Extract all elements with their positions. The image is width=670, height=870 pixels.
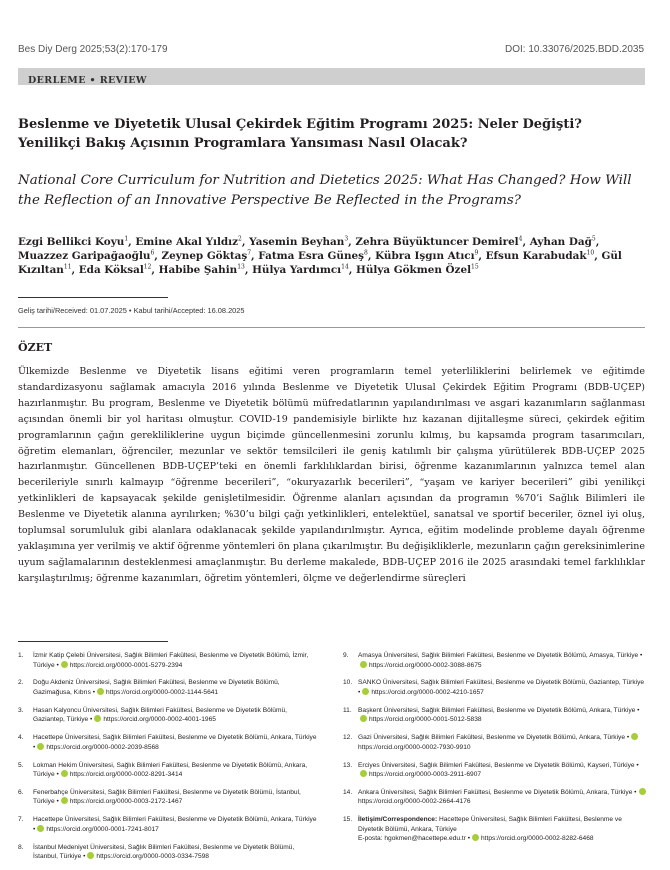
footnote-number: 8. <box>18 843 24 851</box>
affiliation-text: İzmir Katip Çelebi Üniversitesi, Sağlık Bilimleri Fakültesi, Beslenme ve Diyetetik Bölümü, İzmir, Türkiye • <box>33 652 309 669</box>
orcid-icon <box>631 733 638 740</box>
journal-citation: Bes Diy Derg 2025;53(2):170-179 <box>18 44 168 55</box>
author-affiliation-number: 15 <box>471 263 479 271</box>
footnote-number: 5. <box>18 761 24 769</box>
affiliations-left-column <box>18 651 318 870</box>
author-name: Zehra Büyüktuncer Demirel <box>355 236 519 248</box>
affiliation-footnote <box>18 815 318 834</box>
orcid-link[interactable]: https://orcid.org/0000-0003-0334-7598 <box>96 853 209 861</box>
affiliation-text: Hacettepe Üniversitesi, Sağlık Bilimleri Fakültesi, Beslenme ve Diyetetik Bölümü, Ankara, Türkiye • <box>33 816 317 833</box>
author-name: Emine Akal Yıldız <box>135 236 239 248</box>
orcid-link[interactable]: https://orcid.org/0000-0002-8291-3414 <box>69 771 183 779</box>
correspondence-email[interactable]: E-posta: hgokmen@hacettepe.edu.tr • <box>358 835 471 843</box>
author-affiliation-number: 8 <box>364 249 368 257</box>
orcid-link[interactable]: https://orcid.org/0000-0002-4001-1965 <box>103 716 216 724</box>
orcid-icon <box>472 834 479 841</box>
author-name: Ayhan Dağ <box>529 236 592 248</box>
divider <box>18 297 168 298</box>
article-type-label: DERLEME • REVIEW <box>28 75 147 86</box>
footnote-number: 6. <box>18 788 24 796</box>
author-name: Muazzez Garipağaoğlu <box>18 250 151 262</box>
affiliation-text: Gazi Üniversitesi, Sağlık Bilimleri Fakültesi, Beslenme ve Diyetetik Bölümü, Ankara, Türkiye • <box>358 734 630 742</box>
orcid-icon <box>97 688 104 695</box>
affiliation-text: Fenerbahçe Üniversitesi, Sağlık Bilimleri Fakültesi, Beslenme ve Diyetetik Bölümü, İstanbul, Türkiye • <box>33 788 301 806</box>
footnote-number: 3. <box>18 706 24 714</box>
footnote-number: 14. <box>343 788 353 796</box>
divider <box>18 327 645 328</box>
orcid-link[interactable]: https://orcid.org/0000-0001-7241-8017 <box>46 825 159 833</box>
footnote-number: 11. <box>343 706 352 714</box>
author-name: Ezgi Bellikci Koyu <box>18 236 125 248</box>
orcid-link[interactable]: https://orcid.org/0000-0002-3088-8675 <box>369 661 482 669</box>
footnote-number: 4. <box>18 734 24 742</box>
title-english: National Core Curriculum for Nutrition and Dietetics 2025: What Has Changed? How Will the Reflection of an Innovative Perspective Be Reflected in the Programs? <box>18 173 632 208</box>
author-name: Habibe Şahin <box>158 264 238 276</box>
author-name: Fatma Esra Güneş <box>258 250 365 262</box>
affiliation-footnote <box>343 761 648 780</box>
orcid-link[interactable]: https://orcid.org/0000-0003-2911-6907 <box>369 771 482 779</box>
orcid-icon <box>94 715 101 722</box>
affiliation-footnote <box>18 843 318 862</box>
author-affiliation-number: 6 <box>150 249 155 257</box>
orcid-icon <box>360 661 367 668</box>
affiliation-text: Doğu Akdeniz Üniversitesi, Sağlık Bilimleri Fakültesi, Beslenme ve Diyetetik Bölümü, Gazimağusa, Kıbrıs • <box>33 679 280 696</box>
author-name: Hülya Gökmen Özel <box>356 264 472 276</box>
affiliation-footnote <box>343 651 648 670</box>
orcid-link[interactable]: https://orcid.org/0000-0003-2172-1467 <box>69 798 183 806</box>
author-name: Zeynep Göktaş <box>161 250 248 262</box>
orcid-link[interactable]: https://orcid.org/0000-0002-7930-9910 <box>358 743 471 751</box>
author-name: Kübra Işgın Atıcı <box>375 250 475 262</box>
orcid-icon <box>37 825 44 832</box>
affiliation-text: Hacettepe Üniversitesi, Sağlık Bilimleri Fakültesi, Beslenme ve Diyetetik Bölümü, Ankara, Türkiye <box>358 816 622 833</box>
author-name: Eda Köksal <box>78 264 144 276</box>
footnote-number: 7. <box>18 816 24 824</box>
orcid-link[interactable]: https://orcid.org/0000-0002-8282-6468 <box>481 835 594 843</box>
author-affiliation-number: 14 <box>341 263 349 271</box>
orcid-icon <box>61 661 68 668</box>
affiliation-footnote <box>18 761 318 780</box>
orcid-link[interactable]: https://orcid.org/0000-0002-4210-1657 <box>371 688 484 696</box>
affiliation-footnote <box>18 706 318 725</box>
affiliation-text: Ankara Üniversitesi, Sağlık Bilimleri Fakültesi, Beslenme ve Diyetetik Bölümü, Ankara, Türkiye • <box>358 788 637 796</box>
footnote-number: 9. <box>343 652 349 659</box>
orcid-icon <box>362 688 369 695</box>
footnote-number: 1. <box>18 652 24 659</box>
affiliation-text: Amasya Üniversitesi, Sağlık Bilimleri Fakültesi, Beslenme ve Diyetetik Bölümü, Amasya, Türkiye • <box>358 652 643 659</box>
affiliation-footnote <box>343 706 648 725</box>
affiliation-text: SANKO Üniversitesi, Sağlık Bilimleri Fakültesi, Beslenme ve Diyetetik Bölümü, Gaziantep, Türkiye • <box>358 679 645 696</box>
affiliation-footnote <box>18 733 318 752</box>
affiliation-text: Erciyes Üniversitesi, Sağlık Bilimleri Fakültesi, Beslenme ve Diyetetik Bölümü, Kayseri, Türkiye • <box>358 761 639 769</box>
affiliation-footnote <box>343 733 648 752</box>
author-affiliation-number: 12 <box>143 263 152 271</box>
affiliation-footnote <box>18 651 318 670</box>
orcid-icon <box>61 770 68 777</box>
author-list: Ezgi Bellikci Koyu$^1$, Emine Akal Yıldız$^2$, Yasemin Beyhan$^3$, Zehra Büyüktuncer Demirel$^4$, Ayhan Dağ$^5$, Muazzez Garipağaoğlu$^6$, Zeynep Göktaş$^7$, Fatma Esra Güneş$^8$, Kübra Işgın Atıcı$^9$, Efsun Karabudak$^{10}$, Gül Kızıltan$^{11}$, Eda Köksal$^{12}$, Habibe Şahin$^{13}$, Hülya Yardımcı$^{14}$, Hülya Gökmen Özel$^{15}$ <box>18 235 622 276</box>
orcid-link[interactable]: https://orcid.org/0000-0002-2664-4176 <box>358 798 471 806</box>
footnote-number: 15. <box>343 816 353 824</box>
footnote-number: 13. <box>343 761 353 769</box>
orcid-icon <box>360 715 367 722</box>
orcid-icon <box>61 797 68 804</box>
orcid-link[interactable]: https://orcid.org/0000-0001-5279-2394 <box>69 661 183 669</box>
footnote-number: 12. <box>343 734 353 742</box>
author-name: Hülya Yardımcı <box>252 264 342 276</box>
author-affiliation-number: 2 <box>238 235 242 243</box>
abstract-heading: ÖZET <box>18 341 53 354</box>
affiliation-footnote <box>343 815 648 844</box>
author-affiliation-number: 1 <box>124 235 129 243</box>
affiliation-text: Hacettepe Üniversitesi, Sağlık Bilimleri Fakültesi, Beslenme ve Diyetetik Bölümü, Ankara, Türkiye • <box>33 734 317 751</box>
footnote-number: 10. <box>343 679 353 687</box>
affiliation-text: Başkent Üniversitesi, Sağlık Bilimleri Fakültesi, Beslenme ve Diyetetik Bölümü, Ankara, Türkiye • <box>358 706 640 714</box>
author-affiliation-number: 7 <box>247 249 252 257</box>
author-affiliation-number: 3 <box>344 235 349 243</box>
author-affiliation-number: 4 <box>518 235 523 243</box>
orcid-icon <box>639 788 646 795</box>
affiliation-footnote <box>343 678 648 697</box>
affiliation-text: Hasan Kalyoncu Üniversitesi, Sağlık Bilimleri Fakültesi, Beslenme ve Diyetetik Bölümü, Gaziantep, Türkiye • <box>33 706 287 724</box>
orcid-link[interactable]: https://orcid.org/0000-0001-5012-5838 <box>369 716 482 724</box>
author-affiliation-number: 10 <box>586 249 595 257</box>
abstract-text: Ülkemizde Beslenme ve Diyetetik lisans eğitimi veren programların temel yeterliliklerini belirlemek ve eğitimde standardizasyonu sağlamak amacıyla 2016 yılında Beslenme ve Diyetetik Ulusal Çekirdek Eğitim Programı (BDB-UÇEP) hazırlanmıştır. Bu program, Beslenme ve Diyetetik bölümü müfredatlarının yapılandırılması ve asgari kazanımların sağlanması açısından önemli bir yol haritası olmuştur. COVID-19 pandemisiyle birlikte hız kazanan dijitalleşme süreci, çekirdek eğitim programlarının çağın gerekliliklerine uygun biçimde güncellenmesini zorunlu kılmış, bu kapsamda program tasarımcıları, öğretim elemanları, öğrenciler, mezunlar ve sektör temsilcileri ile geniş katılımlı bir çalışma yürütülerek BDB-UÇEP 2025 hazırlanmıştır. Güncellenen BDB-UÇEP’teki en önemli farklılıklardan birisi, öğrenme kazanımlarının yalnızca temel alan becerileriyle sınırlı kalmayıp “öğrenme becerileri”, “okuryazarlık becerileri”, “yaşam ve kariyer becerileri” gibi yenilikçi yetkinlikleri de kapsayacak şekilde genişletilmesidir. Öğrenme alanları açısından da programın %70’i Sağlık Bilimleri ile Beslenme ve Diyetetik alanına ayrılırken; %30’u bilgi çağı yetkinlikleri, entelektüel, sanatsal ve sportif beceriler, öznel iyi oluş, toplumsal sorumluluk gibi alanlara odaklanacak şekilde yapılandırılmıştır. Ayrıca, eğitim modelinde probleme dayalı öğrenme yaklaşımına yer verilmiş ve aktif öğrenme yöntemleri ön plana çıkarılmıştır. Bu değişikliklerle, mezunların çağın gereksinimlerine uyum sağlamalarının desteklenmesi amaçlanmıştır. Bu derleme makalede, BDB-UÇEP 2016 ile 2025 arasındaki temel farklılıklar karşılaştırılmış; öğrenme kazanımları, öğretim yöntemleri, ölçme ve değerlendirme süreçleri <box>18 366 645 584</box>
orcid-icon <box>360 770 367 777</box>
correspondence-label: İletişim/Correspondence: <box>358 816 438 824</box>
affiliation-footnote <box>18 678 318 697</box>
orcid-icon <box>37 743 44 750</box>
footnote-divider <box>18 641 168 642</box>
orcid-link[interactable]: https://orcid.org/0000-0002-2039-8568 <box>46 743 159 751</box>
doi-link[interactable]: DOI: 10.33076/2025.BDD.2035 <box>505 44 644 55</box>
author-affiliation-number: 11 <box>63 263 72 271</box>
author-affiliation-number: 9 <box>474 249 479 257</box>
affiliation-footnote <box>343 788 648 807</box>
article-type-band <box>18 68 645 85</box>
affiliation-text: İstanbul Medeniyet Üniversitesi, Sağlık Bilimleri Fakültesi, Beslenme ve Diyetetik Bölümü, İstanbul, Türkiye • <box>33 843 295 861</box>
author-name: Efsun Karabudak <box>485 250 587 262</box>
title-turkish: Beslenme ve Diyetetik Ulusal Çekirdek Eğitim Programı 2025: Neler Değişti? Yenilikçi Bakış Açısının Programlara Yansıması Nasıl Olacak? <box>18 117 582 151</box>
affiliations-right-column <box>343 651 648 852</box>
author-name: Gül Kızıltan <box>18 250 622 276</box>
received-accepted-dates: Geliş tarihi/Received: 01.07.2025 • Kabul tarihi/Accepted: 16.08.2025 <box>18 306 245 315</box>
footnote-number: 2. <box>18 679 24 687</box>
affiliation-footnote <box>18 788 318 807</box>
orcid-icon <box>87 852 94 859</box>
author-affiliation-number: 5 <box>591 235 596 243</box>
author-name: Yasemin Beyhan <box>249 236 345 248</box>
orcid-link[interactable]: https://orcid.org/0000-0002-1144-5641 <box>106 688 219 696</box>
author-affiliation-number: 13 <box>237 263 245 271</box>
affiliation-text: Lokman Hekim Üniversitesi, Sağlık Bilimleri Fakültesi, Beslenme ve Diyetetik Bölümü, Ankara, Türkiye • <box>33 761 308 779</box>
